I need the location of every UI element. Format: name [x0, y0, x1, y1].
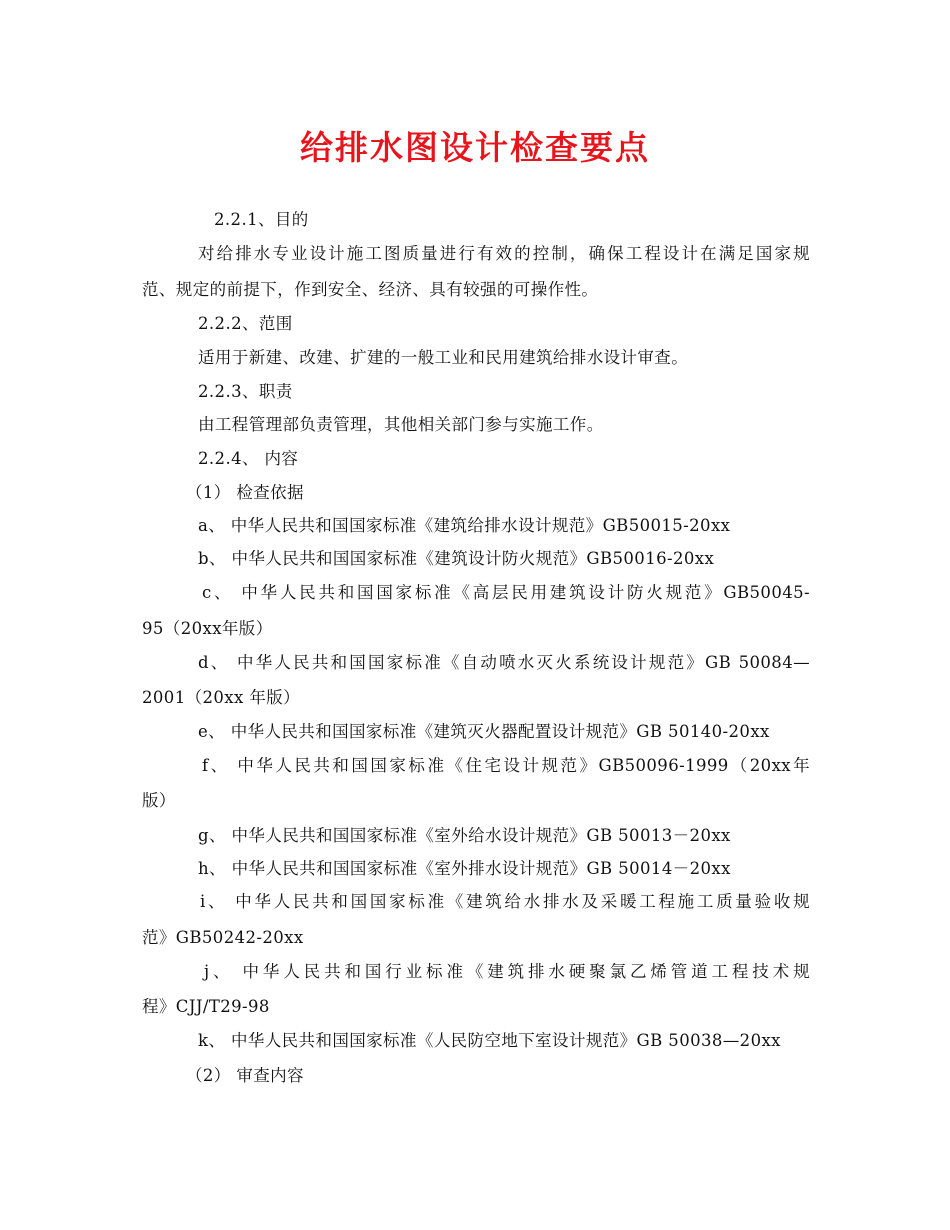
list-item-continuation: 2001（20xx 年版）	[142, 688, 301, 707]
list-item: j、 中华人民共和国行业标准《建筑排水硬聚氯乙烯管道工程技术规	[204, 962, 810, 981]
paragraph-line: 对给排水专业设计施工图质量进行有效的控制，确保工程设计在满足国家规	[198, 244, 810, 263]
list-item: d、 中华人民共和国国家标准《自动喷水灭火系统设计规范》GB 50084—	[198, 653, 810, 672]
subsection-heading: （2） 审查内容	[186, 1066, 304, 1085]
subsection-heading: （1） 检查依据	[186, 483, 304, 502]
list-item: g、 中华人民共和国国家标准《室外给水设计规范》GB 50013－20xx	[198, 826, 731, 845]
paragraph-line: 由工程管理部负责管理，其他相关部门参与实施工作。	[198, 415, 604, 434]
list-item-continuation: 95（20xx年版）	[142, 619, 273, 638]
list-item: h、 中华人民共和国国家标准《室外排水设计规范》GB 50014－20xx	[198, 859, 731, 878]
paragraph-line: 适用于新建、改建、扩建的一般工业和民用建筑给排水设计审查。	[198, 348, 689, 367]
list-item: c、 中华人民共和国国家标准《高层民用建筑设计防火规范》GB50045-	[202, 583, 810, 602]
list-item: e、 中华人民共和国国家标准《建筑灭火器配置设计规范》GB 50140-20xx	[198, 722, 770, 741]
list-item-continuation: 范》GB50242-20xx	[142, 928, 304, 947]
list-item: k、 中华人民共和国国家标准《人民防空地下室设计规范》GB 50038—20xx	[198, 1031, 781, 1050]
paragraph-line: 范、规定的前提下，作到安全、经济、具有较强的可操作性。	[142, 280, 599, 299]
document-title: 给排水图设计检查要点	[300, 128, 650, 167]
list-item-continuation: 版）	[142, 791, 176, 810]
section-heading-content: 2.2.4、 内容	[198, 449, 299, 468]
section-heading-scope: 2.2.2、范围	[198, 314, 293, 333]
section-heading-duties: 2.2.3、职责	[198, 382, 293, 401]
list-item: f、 中华人民共和国国家标准《住宅设计规范》GB50096-1999（20xx年	[202, 756, 810, 775]
list-item: i、 中华人民共和国国家标准《建筑给水排水及采暖工程施工质量验收规	[200, 892, 810, 911]
list-item-continuation: 程》CJJ/T29-98	[142, 997, 270, 1016]
list-item: a、 中华人民共和国国家标准《建筑给排水设计规范》GB50015-20xx	[198, 516, 731, 535]
section-heading-purpose: 2.2.1、目的	[214, 210, 309, 229]
list-item: b、 中华人民共和国国家标准《建筑设计防火规范》GB50016-20xx	[198, 549, 715, 568]
